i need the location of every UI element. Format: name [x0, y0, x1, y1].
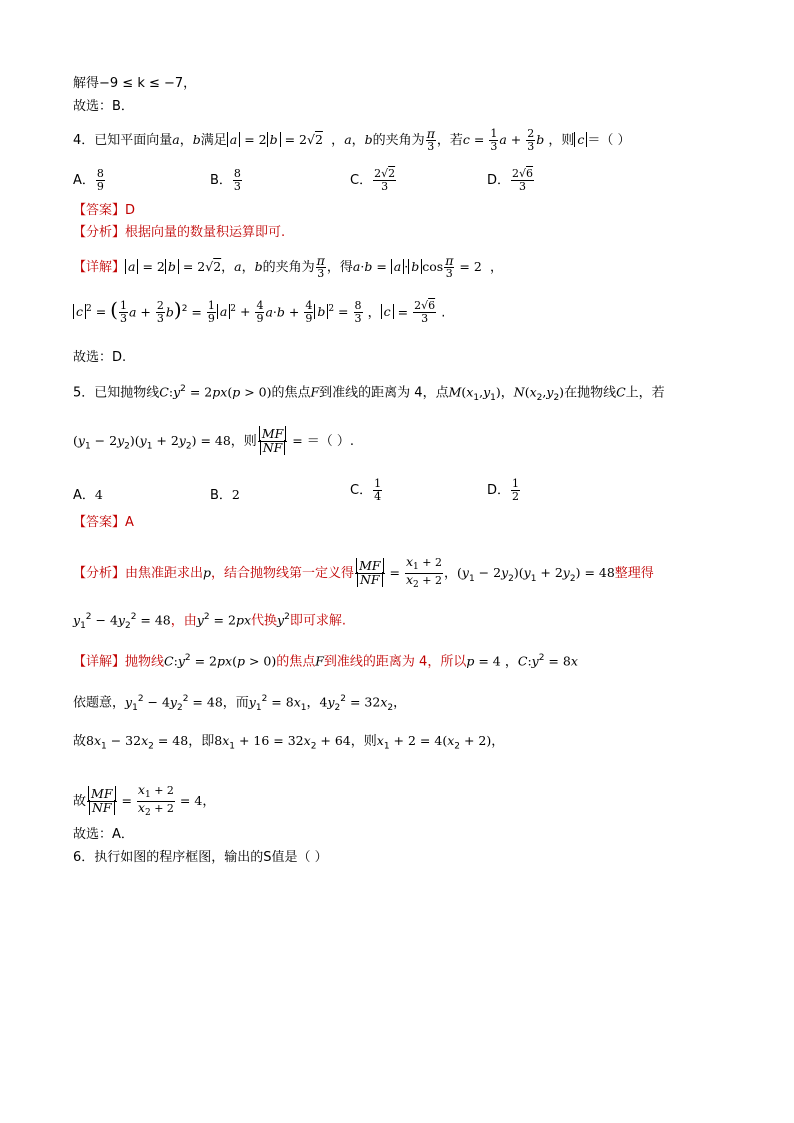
q4-stem: 4．已知平面向量a，b满足 a = 2 b = 2√2 ，a，b的夹角为 $\frac{\pi}{3}$ ，若c = $\frac{1}{3}$ a + $\frac{2}{3}$ b ，则 c ＝（ ） [73, 126, 631, 153]
solution-line: 解得−9 ≤ k ≤ −7， [73, 76, 197, 91]
q4-detail-formula: c $^2$ = ( $\frac{1}{3}$ a + $\frac{2}{3}$ b)$^2$ = $\frac{1}{9}$ a $^2$ + $\frac{4}{9}$ a·b + $\frac{4}{9}$ b $^2$ = $\frac{8}{3}$ ， c = $\frac{2√6}{3}$ . [73, 300, 445, 325]
q5-stem-line2: $(y_1 - 2y_2)(y_1 + 2y_2) = 48$，则 $\frac{MF}{NF}$ = ＝（ ）. [73, 426, 354, 455]
q5-detail-line4: 故 $\frac{MF}{NF}$ = $\frac{x_1 + 2}{x_2 + 2}$ = 4， [73, 782, 216, 819]
q5-detail: 【详解】抛物线$C:y^2 = 2px(p > 0)$的焦点F到准线的距离为 4，所以p = 4 ，$C:y^2 = 8x$ [73, 653, 578, 670]
q5-answer: 【答案】A [73, 515, 134, 530]
q5-detail-line3: 故$8x_1 - 32x_2 = 48$，即$8x_1 + 16 = 32x_2 + 64$，则$x_1 + 2 = 4(x_2 + 2)$， [73, 733, 505, 752]
q4-option-d: D． $\frac{2√6}{3}$ [487, 167, 534, 193]
q4-option-b: B． $\frac{8}{3}$ [210, 167, 241, 193]
q4-answer: 【答案】D [73, 203, 136, 218]
q4-option-c: C． $\frac{2√2}{3}$ [350, 167, 396, 193]
q5-analysis-line2: $y_1^2 - 4y_2^2 = 48$，由$y^2 = 2px$代换$y^2$即可求解. [73, 612, 346, 631]
q6-stem: 6．执行如图的程序框图，输出的S值是（ ） [73, 850, 328, 865]
q4-choose: 故选：D. [73, 350, 127, 365]
choose-line: 故选：B． [73, 99, 134, 114]
q5-stem-line1: 5．已知抛物线$C:y^2 = 2px(p > 0)$的焦点F到准线的距离为 4，点$M(x_1,y_1)$，$N(x_2,y_2)$在抛物线C上，若 [73, 384, 665, 403]
q4-option-a: A． $\frac{8}{9}$ [73, 167, 104, 193]
q4-detail: 【详解】 a = 2 b = 2√2，a，b的夹角为 $\frac{\pi}{3}$ ，得a·b = a · b cos $\frac{\pi}{3}$ = 2 ， [73, 253, 504, 280]
q5-option-d: D． $\frac{1}{2}$ [487, 477, 520, 503]
q5-detail-line2: 依题意，$y_1^2 - 4y_2^2 = 48$，而$y_1^2 = 8x_1$，$4y_2^2 = 32x_2$， [73, 694, 407, 713]
q4-analysis: 【分析】根据向量的数量积运算即可. [73, 225, 286, 240]
q5-option-a: A．4 [73, 487, 103, 503]
q5-option-b: B．2 [210, 487, 240, 503]
q5-option-c: C． $\frac{1}{4}$ [350, 477, 382, 503]
q5-analysis: 【分析】由焦准距求出p，结合抛物线第一定义得 $\frac{MF}{NF}$ = $\frac{x_1 + 2}{x_2 + 2}$ ，$(y_1 - 2y_2)(y_1 + 2y_2) = 48$整理得 [73, 554, 654, 591]
q5-choose: 故选：A． [73, 827, 134, 842]
